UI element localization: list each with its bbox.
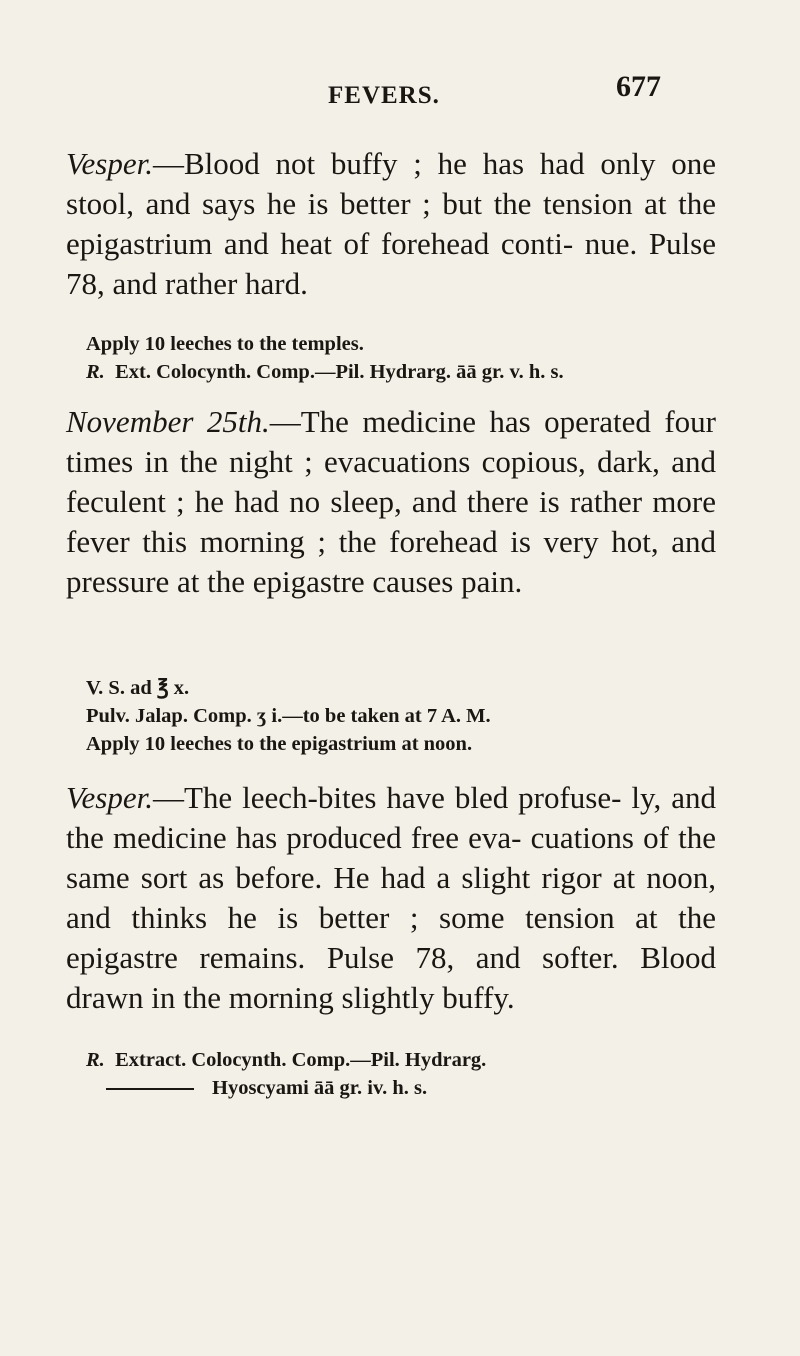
paragraph-lead: Vesper.: [66, 780, 153, 815]
page-number: 677: [616, 70, 661, 103]
paragraph-text: —Blood not buffy ; he has had only one stool, and says he is better ; but the tension at the epigastrium and heat of forehead conti- nue. Pulse 78, and rather hard.: [66, 146, 716, 301]
paragraph-vesper-2: [66, 778, 716, 1018]
prescription-text: Extract. Colocynth. Comp.—Pil. Hydrarg.: [115, 1049, 487, 1071]
prescription-text: Hyoscyami āā gr. iv. h. s.: [212, 1077, 428, 1099]
prescription-line: Apply 10 leeches to the epigastrium at noon.: [86, 733, 473, 755]
prescription-line: [86, 1046, 726, 1074]
page-header: [0, 70, 800, 110]
ditto-rule: [106, 1088, 194, 1090]
paragraph-text: —The leech-bites have bled profuse- ly, and the medicine has produced free eva- cuations of the same sort as before. He had a slight rigor at noon, and thinks he is better ; some tension at the epigastre remains. Pulse 78, and softer. Blood drawn in the morning slightly buffy.: [66, 780, 716, 1015]
prescription-line: V. S. ad ℥ x.: [86, 677, 190, 699]
prescription-3: [86, 1046, 726, 1102]
paragraph-lead: Vesper.: [66, 146, 153, 181]
prescription-line: [86, 1074, 726, 1102]
prescription-line: Pulv. Jalap. Comp. ʒ i.—to be taken at 7 A. M.: [86, 705, 491, 727]
prescription-2: [86, 674, 726, 758]
recipe-symbol: R.: [86, 1049, 105, 1071]
prescription-text: Ext. Colocynth. Comp.—Pil. Hydrarg. āā gr. v. h. s.: [115, 361, 564, 383]
paragraph-text: —The medicine has operated four times in the night ; evacuations copious, dark, and feculent ; he had no sleep, and there is rather more fever this morning ; the forehead is very hot, and pressure at the epigastre causes pain.: [66, 404, 716, 599]
paragraph-lead: November 25th.: [66, 404, 270, 439]
paragraph-vesper-1: [66, 144, 716, 304]
prescription-line: Apply 10 leeches to the temples.: [86, 333, 364, 355]
recipe-symbol: R.: [86, 361, 105, 383]
paragraph-november-25: [66, 402, 716, 602]
running-title: FEVERS.: [328, 82, 440, 109]
prescription-1: [86, 330, 726, 386]
prescription-line: [86, 358, 726, 386]
